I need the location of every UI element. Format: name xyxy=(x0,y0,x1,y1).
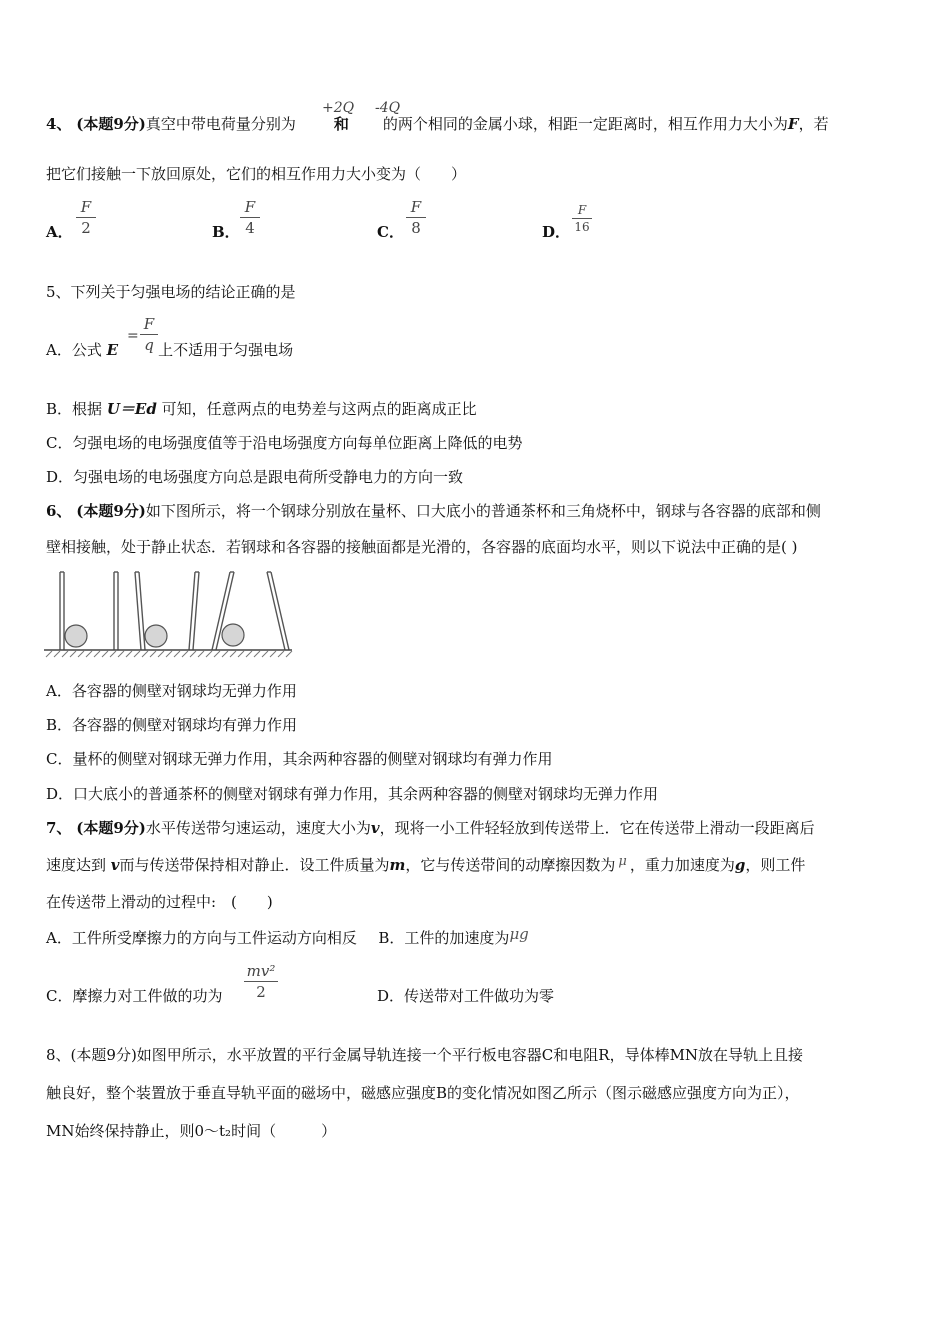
q6-option-c: C．量杯的侧壁对钢球无弹力作用，其余两种容器的侧壁对钢球均有弹力作用 xyxy=(46,750,553,768)
q4-option-c-den: 8 xyxy=(411,219,421,237)
q4-option-d-fraction xyxy=(572,203,592,234)
steel-ball-2 xyxy=(145,625,167,647)
q6-option-b: B．各容器的侧壁对钢球均有弹力作用 xyxy=(46,716,298,734)
q5-a-var: E xyxy=(106,341,119,359)
q4-line2: 把它们接触一下放回原处，它们的相互作用力大小变为（ ） xyxy=(46,165,467,183)
q4-charge1: +2Q xyxy=(322,100,355,116)
q7-var-v: v xyxy=(370,819,380,837)
q5-a-prefix: A．公式 xyxy=(46,341,102,359)
q5-option-d: D．匀强电场的电场强度方向总是跟电荷所受静电力的方向一致 xyxy=(46,468,464,486)
q4-option-c-letter: C． xyxy=(377,223,404,241)
q4-charge2: -4Q xyxy=(375,100,401,116)
q7-line2 xyxy=(46,855,805,877)
q4-option-a-den: 2 xyxy=(81,219,91,237)
q6-points: (本题9分) xyxy=(76,502,146,520)
q4-option-a-num: F xyxy=(80,198,92,216)
steel-ball-1 xyxy=(65,625,87,647)
q4-option-d-num: F xyxy=(577,203,587,217)
q4-option-d-den: 16 xyxy=(574,220,590,234)
q5-b-prefix: B．根据 xyxy=(46,400,103,418)
q5-b-suffix: 可知，任意两点的电势差与这两点的距离成正比 xyxy=(161,400,477,418)
q4-option-b-letter: B． xyxy=(212,223,240,241)
q4-var-F: F xyxy=(787,115,799,133)
q7-text-1a: 水平传送带匀速运动，速度大小为 xyxy=(145,819,371,837)
q4-text-b: 和 xyxy=(333,115,349,133)
q7-option-b-expr: μg xyxy=(509,925,529,943)
q7-option-a: A．工件所受摩擦力的方向与工件运动方向相反 xyxy=(46,929,357,947)
steel-ball-3 xyxy=(222,624,244,646)
q7-label: 7、 xyxy=(46,819,72,837)
q6-text-1: 如下图所示，将一个钢球分别放在量杯、口大底小的普通茶杯和三角烧杯中，钢球与各容器的底部和侧 xyxy=(145,502,821,520)
q7-text-2b: 而与传送带保持相对静止．设工件质量为 xyxy=(119,856,390,874)
q7-var-m: m xyxy=(389,856,406,874)
q6-label: 6、 xyxy=(46,502,72,520)
q4-line1 xyxy=(46,114,829,134)
q7-text-2d: ，重力加速度为 xyxy=(629,856,735,874)
q4-option-d-letter: D． xyxy=(542,223,571,241)
q7-options-ab xyxy=(46,925,529,948)
q7-c-num: mv² xyxy=(246,962,276,980)
q7-var-mu: μ xyxy=(618,854,627,869)
q7-option-d: D．传送带对工件做功为零 xyxy=(377,987,555,1005)
q8-line3: MN始终保持静止，则0～t₂时间（ ） xyxy=(46,1122,337,1140)
q7-var-g: g xyxy=(734,856,746,874)
q4-points: (本题9分) xyxy=(76,115,146,133)
q4-option-b-den: 4 xyxy=(245,219,255,237)
q7-line1 xyxy=(46,818,815,838)
q7-option-c: C．摩擦力对工件做的功为 xyxy=(46,987,223,1005)
q4-text-c: 的两个相同的金属小球，相距一定距离时，相互作用力大小为 xyxy=(382,115,788,133)
q5-a-num: F xyxy=(143,315,155,333)
q8-line2: 触良好，整个装置放于垂直导轨平面的磁场中，磁感应强度B的变化情况如图乙所示（图示磁感应强度方向为正）， xyxy=(46,1084,800,1102)
q5-b-formula: U＝Ed xyxy=(106,400,157,418)
q6-line2: 壁相接触，处于静止状态．若钢球和各容器的接触面都是光滑的，各容器的底面均水平，则以下说法中正确的是( ) xyxy=(46,538,798,556)
q4-option-c-num: F xyxy=(410,198,422,216)
containers-figure xyxy=(44,568,294,660)
q4-label: 4、 xyxy=(46,115,72,133)
q5-option-b xyxy=(46,399,477,419)
ground-hatching xyxy=(46,651,292,657)
q4-option-b-num: F xyxy=(244,198,256,216)
q7-c-den: 2 xyxy=(256,983,266,1001)
q8-line1: 8、(本题9分)如图甲所示，水平放置的平行金属导轨连接一个平行板电容器C和电阻R，导体棒MN放在导轨上且接 xyxy=(46,1046,804,1064)
q5-a-suffix: 上不适用于匀强电场 xyxy=(158,341,294,359)
q5-option-c: C．匀强电场的电场强度值等于沿电场强度方向每单位距离上降低的电势 xyxy=(46,434,523,452)
q7-text-2c: ，它与传送带间的动摩擦因数为 xyxy=(405,856,616,874)
q7-text-2a: 速度达到 xyxy=(46,856,107,874)
q7-line3: 在传送带上滑动的过程中: ( ) xyxy=(46,893,273,911)
q4-text-a: 真空中带电荷量分别为 xyxy=(145,115,296,133)
q7-c-fraction xyxy=(244,962,278,1001)
q4-option-a-letter: A． xyxy=(46,223,73,241)
q7-var-v2: v xyxy=(110,856,120,874)
q7-option-b: B．工件的加速度为 xyxy=(378,929,510,947)
q7-text-2e: ，则工件 xyxy=(745,856,806,874)
q5-a-eq: = xyxy=(127,328,139,344)
q4-text-d: ，若 xyxy=(798,115,829,133)
q6-line1 xyxy=(46,501,821,521)
q5-option-a xyxy=(46,340,293,360)
q6-option-a: A．各容器的侧壁对钢球均无弹力作用 xyxy=(46,682,297,700)
q4-option-c-fraction xyxy=(406,198,426,237)
q6-option-d: D．口大底小的普通茶杯的侧壁对钢球有弹力作用，其余两种容器的侧壁对钢球均无弹力作用 xyxy=(46,785,659,803)
q4-option-a-fraction xyxy=(76,198,96,237)
q7-points: (本题9分) xyxy=(76,819,146,837)
q4-option-b-fraction xyxy=(240,198,260,237)
q5-a-fraction xyxy=(140,315,158,354)
q5-stem: 5、下列关于匀强电场的结论正确的是 xyxy=(46,283,296,301)
q5-a-den: q xyxy=(144,336,154,354)
q7-text-1b: ，现将一小工件轻轻放到传送带上．它在传送带上滑动一段距离后 xyxy=(379,819,815,837)
